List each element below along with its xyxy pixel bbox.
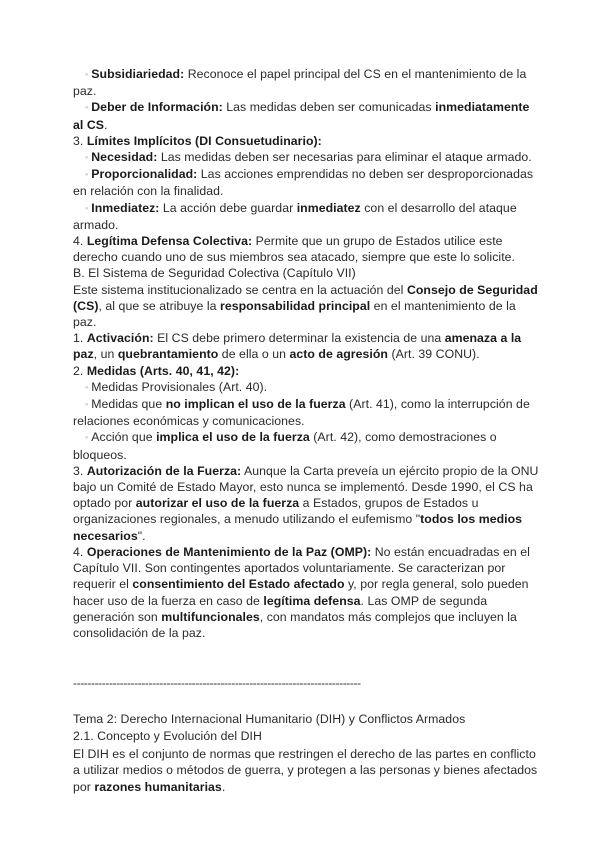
text-span: Reconoce el papel principal del CS en el mantenimiento de la (184, 67, 527, 81)
section-title: 2.1. Concepto y Evolución del DIH (73, 729, 262, 744)
text-line (73, 265, 528, 281)
text-line (73, 363, 528, 379)
text-line (73, 330, 528, 346)
bold-text: Subsidiariedad: (91, 67, 185, 81)
bold-text: Necesidad: (91, 150, 158, 165)
bold-text: multifuncionales (161, 609, 260, 624)
text-span: y, por regla general, solo pueden (344, 577, 529, 592)
text-span: optado por (73, 496, 136, 511)
text-span: Permite que un grupo de Estados utilice este (252, 234, 503, 249)
text-line (73, 429, 528, 446)
text-line (73, 479, 533, 495)
bold-text: inmediatamente (435, 100, 530, 115)
bold-text: razones humanitarias (94, 779, 222, 794)
bold-text: autorizar el uso de la fuerza (135, 496, 300, 511)
text-span: , un (93, 347, 118, 362)
text-line (73, 200, 528, 217)
text-span: Este sistema institucionalizado se centra en la actuación del (73, 282, 407, 297)
text-line (73, 447, 528, 463)
text-line (73, 463, 539, 479)
text-span: Las medidas deben ser comunicadas (222, 100, 436, 115)
text-line (73, 511, 528, 527)
text-span: a Estados, grupos de Estados u (299, 496, 479, 511)
text-span: No están encuadradas en el (371, 544, 530, 559)
text-line (73, 217, 528, 233)
text-span: por (73, 779, 95, 794)
text-line (73, 413, 528, 429)
text-span: consolidación de la paz. (73, 625, 206, 640)
text-line (73, 609, 528, 625)
text-span: en el mantenimiento de la (370, 298, 516, 313)
text-span: (Art. 41), como la interrupción de (345, 397, 530, 412)
text-span: con el desarrollo del ataque (360, 200, 517, 215)
bullet-icon: ◦ (85, 152, 89, 163)
text-span: bloqueos. (73, 447, 127, 462)
bold-text: quebrantamiento (117, 347, 219, 362)
text-span: , al que se atribuye la (98, 298, 220, 313)
text-line (73, 149, 532, 166)
paragraph-line (73, 762, 538, 778)
text-span: bajo un Comité de Estado Mayor, esto nunca se implementó. Desde 1990, el CS ha (73, 480, 533, 495)
bold-text: Consejo de Seguridad (406, 282, 538, 297)
bullet-icon: ◦ (85, 169, 89, 180)
bullet-icon: ◦ (85, 69, 89, 79)
text-line (73, 625, 528, 641)
text-line (73, 99, 528, 116)
text-line (73, 298, 528, 314)
text-line (73, 166, 534, 183)
bold-text: consentimiento del Estado afectado (132, 577, 345, 592)
text-line (73, 282, 538, 298)
text-line (73, 593, 528, 609)
text-span: 3. (73, 133, 87, 148)
paragraph-line (73, 779, 528, 795)
bold-text: amenaza a la (444, 331, 522, 346)
bullet-icon: ◦ (85, 102, 89, 113)
section-paragraph (73, 746, 538, 795)
text-span: Aunque la Carta preveía un ejército propio de la ONU (241, 463, 539, 478)
bold-text: Autorización de la Fuerza: (86, 463, 242, 478)
text-span: El CS debe primero determinar la existencia de una (153, 331, 445, 346)
text-span: ". (137, 528, 146, 543)
bold-text: al CS (73, 117, 105, 132)
bold-text: inmediatez (296, 200, 361, 215)
text-span: 4. (73, 544, 87, 559)
text-line (73, 576, 528, 592)
bold-text: Legítima Defensa Colectiva: (86, 234, 253, 249)
bold-text: Inmediatez: (91, 200, 160, 215)
text-line (73, 495, 528, 511)
text-span: (Art. 39 CONU). (388, 347, 480, 362)
bold-text: implica el uso de la fuerza (156, 430, 310, 445)
text-span: 1. (73, 331, 87, 346)
text-span: generación son (73, 609, 162, 624)
bold-text: necesarios (73, 528, 138, 543)
text-span: requerir el (73, 577, 133, 592)
bold-text: acto de agresión (289, 347, 388, 362)
text-span: . Las OMP de segunda (360, 593, 488, 608)
text-span: a utilizar medios o métodos de guerra, y protegen a las personas y bienes afectados (73, 763, 538, 778)
tema-title: Tema 2: Derecho Internacional Humanitario (DIH) y Conflictos Armados (73, 712, 466, 727)
paragraph-line (73, 746, 536, 762)
bullet-icon: ◦ (85, 432, 89, 443)
text-span: . (104, 117, 108, 132)
text-span: Las acciones emprendidas no deben ser desproporcionadas (197, 167, 534, 182)
text-span: derecho cuando uno de sus miembros sea atacado, siempre que este lo solicite. (73, 250, 516, 265)
text-span: 3. (73, 463, 87, 478)
text-span: de ella o un (218, 347, 290, 362)
text-span: Capítulo VII. Son contingentes aportados voluntariamente. Se caracterizan por (73, 561, 506, 576)
bullet-icon: ◦ (85, 202, 89, 213)
bold-text: todos los medios (420, 512, 523, 527)
text-line (73, 83, 528, 99)
text-span: organizaciones regionales, a menudo utilizando el eufemismo " (73, 512, 421, 527)
document-body (73, 66, 539, 641)
text-span: . (221, 779, 226, 794)
text-line (73, 346, 528, 362)
text-line (73, 528, 528, 544)
text-line (73, 249, 528, 265)
section-divider: -------------------------------------------------------------------------------- (73, 676, 361, 691)
text-line (73, 560, 528, 576)
text-span: La acción debe guardar (159, 200, 297, 215)
text-span: en relación con la finalidad. (73, 184, 224, 199)
bold-text: Proporcionalidad: (91, 167, 198, 182)
text-span: paz. (73, 84, 97, 99)
bold-text: Operaciones de Mantenimiento de la Paz (OMP): (86, 544, 372, 559)
text-span: Acción que (91, 430, 157, 445)
bullet-icon: ◦ (85, 399, 89, 410)
bullet-icon: ◦ (85, 381, 89, 392)
bold-text: (CS) (73, 298, 99, 313)
text-span: , con mandatos más complejos que incluyen la (259, 609, 517, 624)
text-line (73, 183, 528, 199)
bold-text: Límites Implícitos (DI Consuetudinario): (86, 133, 322, 148)
text-span: relaciones económicas y comunicaciones. (73, 414, 305, 429)
text-line (73, 396, 528, 413)
text-span: armado. (73, 217, 119, 232)
text-span: B. El Sistema de Seguridad Colectiva (Capítulo VII) (73, 266, 356, 281)
text-span: hacer uso de la fuerza en caso de (73, 593, 264, 608)
bold-text: Deber de Información: (91, 100, 223, 115)
text-span: 2. (73, 363, 87, 378)
text-span: Medidas Provisionales (Art. 40). (91, 379, 268, 394)
text-line (73, 233, 528, 249)
text-line (73, 314, 528, 330)
text-span: 4. (73, 234, 87, 249)
bold-text: no implican el uso de la fuerza (165, 397, 346, 412)
text-line (73, 66, 528, 83)
text-line (73, 544, 528, 560)
text-line (73, 133, 528, 149)
bold-text: responsabilidad principal (220, 298, 371, 313)
text-span: Las medidas deben ser necesarias para eliminar el ataque armado. (157, 150, 532, 165)
bold-text: legítima defensa (263, 593, 361, 608)
text-line (73, 117, 528, 133)
bold-text: Activación: (86, 331, 154, 346)
text-span: El DIH es el conjunto de normas que restringen el derecho de las partes en conflicto (73, 747, 536, 762)
bold-text: Medidas (Arts. 40, 41, 42): (86, 363, 240, 378)
text-span: (Art. 42), como demostraciones o (309, 430, 497, 445)
text-line (73, 379, 528, 396)
text-span: paz. (73, 315, 97, 330)
bold-text: paz (73, 347, 94, 362)
text-span: Medidas que (91, 397, 166, 412)
